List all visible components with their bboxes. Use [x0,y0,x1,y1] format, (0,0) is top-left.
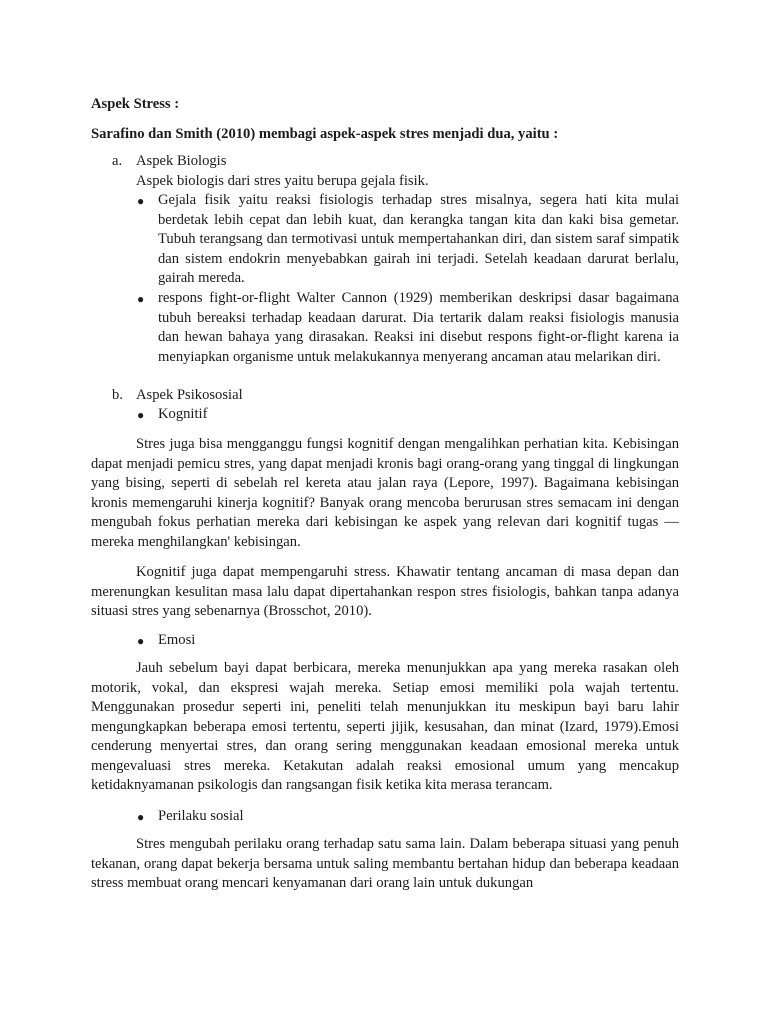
section-b-label: Aspek Psikososial [136,387,243,403]
bullet-icon: ● [137,810,145,824]
kognitif-paragraph-1: Stres juga bisa mengganggu fungsi kognitif dengan mengalihkan perhatian kita. Kebisingan dapat menjadi pemicu stres, yang dapat menjadi kronis bagi orang-orang yang tinggal di lingkungan yang bising, seperti di sebelah rel kereta atau jalan raya (Lepore, 1997). Bagaimana kebisingan kronis memengaruhi kinerja kognitif? Banyak orang mencoba berurusan stres semacam ini dengan mengubah fokus perhatian mereka dari kebisingan ke aspek yang relevan dari kognitif tugas — mereka menghilangkan' kebisingan. [91,436,679,550]
section-a-bullet-2: respons fight-or-flight Walter Cannon (1929) memberikan deskripsi dasar bagaimana tubuh bereaksi terhadap keadaan darurat. Dia tertarik dalam reaksi fisiologis manusia dan hewan bahaya yang dirasakan. Reaksi ini disebut respons fight-or-flight karena ia menyiapkan organisme untuk melakukannya menyerang ancaman atau melarikan diri. [158,290,679,365]
section-a-bullet-1: Gejala fisik yaitu reaksi fisiologis terhadap stres misalnya, segera hati kita mulai berdetak lebih cepat dan lebih kuat, dan kerangka tangan kita dan kaki bisa gemetar. Tubuh terangsang dan termotivasi untuk mempertahankan diri, dan sistem saraf simpatik dan sistem endokrin menyebabkan gairah ini terjadi. Setelah keadaan darurat berlalu, gairah mereda. [158,192,679,286]
perilaku-paragraph: Stres mengubah perilaku orang terhadap satu sama lain. Dalam beberapa situasi yang penuh tekanan, orang dapat bekerja bersama untuk saling membantu bertahan hidup dan beberapa keadaan stress membuat orang mencari kenyamanan dari orang lain untuk dukungan [91,836,679,891]
section-a-marker: a. [112,153,123,169]
section-a-lead: Aspek biologis dari stres yaitu berupa gejala fisik. [136,173,429,189]
perilaku-label: Perilaku sosial [158,808,244,824]
page-title: Aspek Stress : [91,96,180,112]
bullet-icon: ● [137,408,145,422]
emosi-label: Emosi [158,632,196,648]
intro-heading: Sarafino dan Smith (2010) membagi aspek-aspek stres menjadi dua, yaitu : [91,126,559,142]
section-b-marker: b. [112,387,123,403]
bullet-icon: ● [137,194,145,208]
kognitif-label: Kognitif [158,406,208,422]
kognitif-paragraph-2: Kognitif juga dapat mempengaruhi stress. Khawatir tentang ancaman di masa depan dan merenungkan kesulitan masa lalu dapat dipertahankan respon stres fisiologis, bahkan tanpa adanya situasi stres yang sebenarnya (Brosschot, 2010). [91,564,679,619]
section-a-label: Aspek Biologis [136,153,227,169]
emosi-paragraph: Jauh sebelum bayi dapat berbicara, mereka menunjukkan apa yang mereka rasakan oleh motorik, vokal, dan ekspresi wajah mereka. Setiap emosi memiliki pola wajah tertentu. Menggunakan prosedur seperti ini, peneliti telah menunjukkan itu meskipun bayi baru lahir mengungkapkan beberapa emosi tertentu, seperti jijik, kesusahan, dan minat (Izard, 1979).Emosi cenderung menyertai stres, dan orang sering menggunakan keadaan emosional mereka untuk mengevaluasi stres mereka. Ketakutan adalah reaksi emosional umum yang mencakup ketidaknyamanan psikologis dan rangsangan fisik ketika kita merasa terancam. [91,660,679,793]
bullet-icon: ● [137,292,145,306]
bullet-icon: ● [137,634,145,648]
